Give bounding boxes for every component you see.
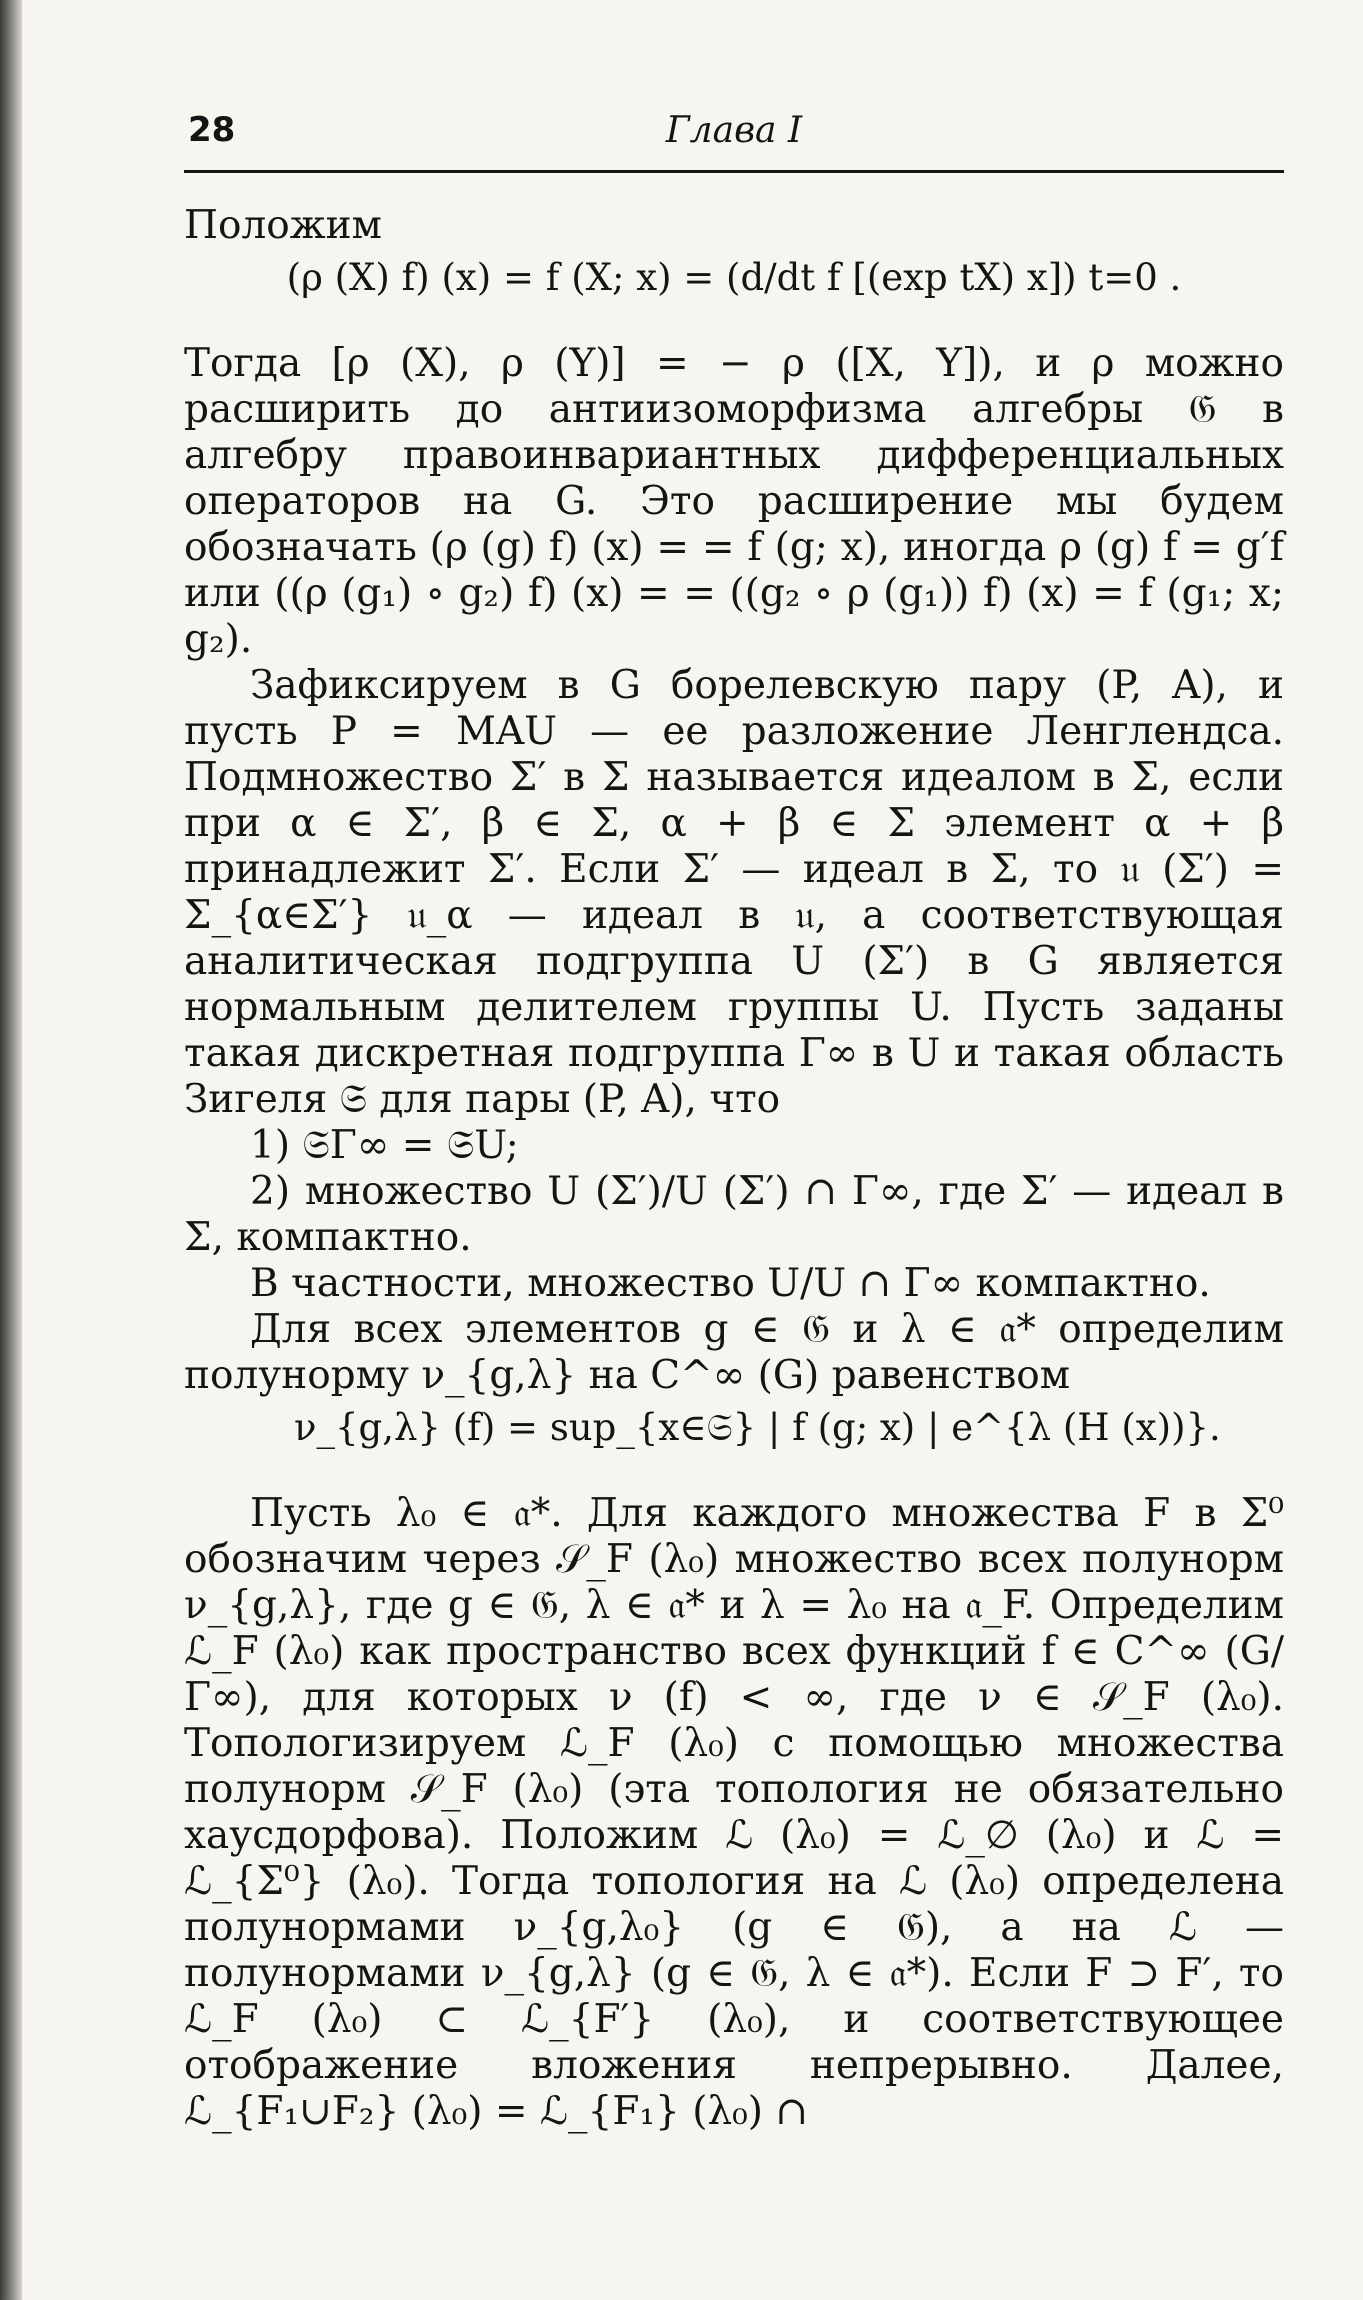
chapter-title: Глава I — [665, 110, 803, 151]
formula-seminorm: ν_{g,λ} (f) = sup_{x∈𝔖} | f (g; x) | e^{λ (H (x))}. — [294, 1406, 1221, 1449]
paragraph: Тогда [ρ (X), ρ (Y)] = − ρ ([X, Y]), и ρ можно расширить до антиизоморфизма алгебры 𝔊 в алгебру правоинвариантных дифференциальных операторов на G. Это расширение мы будем обозначать (ρ (g) f) (x) = = f (g; x), иногда ρ (g) f = g′f или ((ρ (g₁) ∘ g₂) f) (x) = = ((g₂ ∘ ρ (g₁)) f) (x) = f (g₁; x; g₂). — [184, 341, 1284, 662]
header-rule — [184, 170, 1284, 173]
running-header — [184, 110, 1284, 166]
spacer — [184, 307, 1284, 341]
spacer — [184, 1457, 1284, 1491]
formula-rho-definition: (ρ (X) f) (x) = f (X; x) = (d/dt f [(exp tX) x]) t=0 . — [286, 256, 1182, 299]
paragraph: Для всех элементов g ∈ 𝔊 и λ ∈ 𝔞* определим полунорму ν_{g,λ} на C^∞ (G) равенством — [184, 1307, 1284, 1398]
page-number: 28 — [188, 110, 236, 150]
page-binding-edge — [0, 0, 22, 2300]
list-item-2: 2) множество U (Σ′)/U (Σ′) ∩ Γ∞, где Σ′ — идеал в Σ, компактно. — [184, 1169, 1284, 1260]
paragraph: Зафиксируем в G борелевскую пару (P, A), и пусть P = MAU — ее разложение Ленглендса. Подмножество Σ′ в Σ называется идеалом в Σ, если при α ∈ Σ′, β ∈ Σ, α + β ∈ Σ элемент α + β принадлежит Σ′. Если Σ′ — идеал в Σ, то 𝔲 (Σ′) = Σ_{α∈Σ′} 𝔲_α — идеал в 𝔲, а соответствующая аналитическая подгруппа U (Σ′) в G является нормальным делителем группы U. Пусть заданы такая дискретная подгруппа Γ∞ в U и такая область Зигеля 𝔖 для пары (P, A), что — [184, 663, 1284, 1122]
list-item-1: 1) 𝔖Γ∞ = 𝔖U; — [250, 1123, 519, 1168]
paragraph: Пусть λ₀ ∈ 𝔞*. Для каждого множества F в Σ⁰ обозначим через 𝒮_F (λ₀) множество всех полунорм ν_{g,λ}, где g ∈ 𝔊, λ ∈ 𝔞* и λ = λ₀ на 𝔞_F. Определим ℒ_F (λ₀) как пространство всех функций f ∈ C^∞ (G/Γ∞), для которых ν (f) < ∞, где ν ∈ 𝒮_F (λ₀). Топологизируем ℒ_F (λ₀) с помощью множества полунорм 𝒮_F (λ₀) (эта топология не обязательно хаусдорфова). Положим ℒ (λ₀) = ℒ_∅ (λ₀) и ℒ = ℒ_{Σ⁰} (λ₀). Тогда топология на ℒ (λ₀) определена полунормами ν_{g,λ₀} (g ∈ 𝔊), а на ℒ — полунормами ν_{g,λ} (g ∈ 𝔊, λ ∈ 𝔞*). Если F ⊃ F′, то ℒ_F (λ₀) ⊂ ℒ_{F′} (λ₀), и соответствующее отображение вложения непрерывно. Далее, ℒ_{F₁∪F₂} (λ₀) = ℒ_{F₁} (λ₀) ∩ — [184, 1491, 1284, 2134]
book-page — [184, 110, 1284, 2135]
paragraph: В частности, множество U/U ∩ Γ∞ компактно. — [250, 1261, 1211, 1306]
paragraph: Положим — [184, 203, 382, 248]
